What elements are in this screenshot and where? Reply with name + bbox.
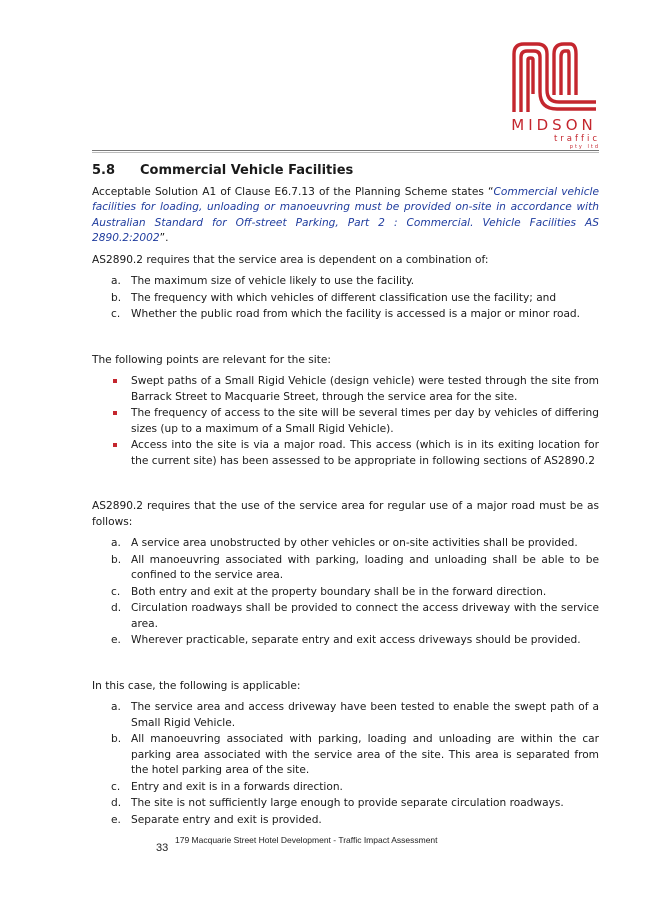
list-item <box>92 585 599 601</box>
list-marker: a. <box>111 537 121 549</box>
square-bullet-icon <box>92 374 131 405</box>
list-text: All manoeuvring associated with parking, loading and unloading are within the car parking area associated with the service area of the site. This area is separated from the hotel parking area of the site. <box>131 733 599 776</box>
list-marker: c. <box>111 308 121 320</box>
list-item <box>92 536 599 552</box>
list-requirements <box>92 274 599 323</box>
list-text: Both entry and exit at the property boundary shall be in the forward direction. <box>131 585 547 598</box>
list-item <box>92 796 599 812</box>
list-item <box>92 553 599 584</box>
section-number: 5.8 <box>92 163 116 178</box>
paragraph-3: AS2890.2 requires that the use of the service area for regular use of a major road must be as follows: <box>92 500 599 528</box>
bullet-text: Access into the site is via a major road. This access (which is in its exiting location for the current site) has been assessed to be appropriate in following sections of AS2890.2 <box>131 439 599 467</box>
section-heading <box>92 163 599 179</box>
bullet-item <box>92 374 599 405</box>
list-marker: c. <box>111 780 121 793</box>
list-marker: b. <box>111 553 122 566</box>
intro-text: Acceptable Solution A1 of Clause E6.7.13 of the Planning Scheme states “ <box>92 185 494 198</box>
midson-logo <box>506 40 602 152</box>
paragraph-2: The following points are relevant for the site: <box>92 353 331 366</box>
list-item <box>92 274 599 290</box>
list-marker: e. <box>111 634 121 646</box>
intro-end: ”. <box>159 232 169 244</box>
list-marker: a. <box>111 275 121 287</box>
page-number: 33 <box>156 842 169 854</box>
list-text: The frequency with which vehicles of different classification use the facility; and <box>131 291 557 304</box>
midson-logo-mark-icon <box>510 40 598 112</box>
logo-name: MIDSON <box>511 116 597 134</box>
list-item <box>92 307 599 323</box>
list-text: Whether the public road from which the facility is accessed is a major or minor road. <box>131 308 581 320</box>
list-text: All manoeuvring associated with parking, loading and unloading shall be able to be confined to the service area. <box>131 553 599 581</box>
bullet-item <box>92 438 599 469</box>
list-text: A service area unobstructed by other vehicles or on-site activities shall be provided. <box>131 537 578 549</box>
list-item <box>92 291 599 307</box>
list-marker: d. <box>111 602 122 614</box>
list-text: The service area and access driveway have been tested to enable the swept path of a Small Rigid Vehicle. <box>131 701 599 729</box>
list-site-points <box>92 374 599 469</box>
logo-subtitle: traffic <box>553 134 600 144</box>
list-marker: c. <box>111 585 121 598</box>
list-marker: e. <box>111 813 121 826</box>
list-text: Entry and exit is in a forwards direction. <box>131 780 343 793</box>
list-text: The maximum size of vehicle likely to use the facility. <box>131 275 415 287</box>
bullet-text: Swept paths of a Small Rigid Vehicle (design vehicle) were tested through the site from Barrack Street to Macquarie Street, through the service area for the site. <box>131 375 599 403</box>
list-item <box>92 601 599 632</box>
list-marker: b. <box>111 291 122 304</box>
list-text: The site is not sufficiently large enough to provide separate circulation roadways. <box>131 797 564 809</box>
list-item <box>92 700 599 731</box>
list-marker: a. <box>111 701 121 713</box>
intro-quote: Commercial vehicle facilities for loading, unloading or manoeuvring must be provided on-site in accordance with Australian Standard for Off-street Parking, Part 2 : Commercial. Vehicle Facilities AS 2890.2:2002 <box>92 185 599 244</box>
list-text: Wherever practicable, separate entry and exit access driveways should be provided. <box>131 634 581 646</box>
square-bullet-icon <box>92 438 131 469</box>
list-item <box>92 780 599 796</box>
logo-suffix: pty ltd <box>569 144 600 150</box>
header-rule <box>92 150 599 153</box>
list-text: Separate entry and exit is provided. <box>131 813 322 826</box>
paragraph-1: AS2890.2 requires that the service area is dependent on a combination of: <box>92 253 489 266</box>
footer-title: 179 Macquarie Street Hotel Development - Traffic Impact Assessment <box>175 835 438 845</box>
list-text: Circulation roadways shall be provided to connect the access driveway with the service area. <box>131 602 599 630</box>
list-marker: d. <box>111 797 122 809</box>
bullet-text: The frequency of access to the site will be several times per day by vehicles of differing sizes (up to a maximum of a Small Rigid Vehicle). <box>131 407 599 435</box>
intro-paragraph <box>92 185 599 247</box>
list-item <box>92 813 599 829</box>
paragraph-4: In this case, the following is applicable: <box>92 679 301 692</box>
list-service-area-rules <box>92 536 599 649</box>
list-applicable <box>92 700 599 828</box>
list-item <box>92 633 599 649</box>
list-marker: b. <box>111 733 122 745</box>
page-content <box>92 163 599 834</box>
list-item <box>92 732 599 779</box>
square-bullet-icon <box>92 406 131 437</box>
section-title: Commercial Vehicle Facilities <box>140 163 354 178</box>
bullet-item <box>92 406 599 437</box>
